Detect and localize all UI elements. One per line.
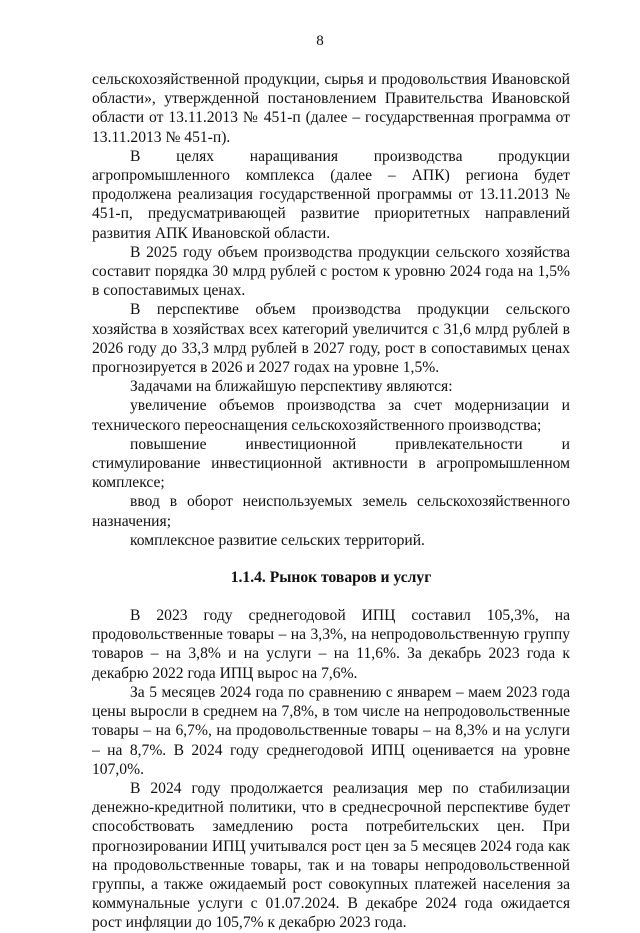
list-item: ввод в оборот неиспользуемых земель сельскохозяйственного назначения; — [92, 493, 570, 530]
paragraph: За 5 месяцев 2024 года по сравнению с январем – маем 2023 года цены выросли в среднем на 7,8%, в том числе на непродовольственные товары – на 6,7%, на продовольственные товары – на 8,3% и на услуги – на 8,7%. В 2024 году среднегодовой ИПЦ оценивается на уровне 107,0%. — [92, 683, 570, 778]
list-item: увеличение объемов производства за счет модернизации и технического переоснащения сельскохозяйственного производства; — [92, 397, 570, 434]
paragraph: Задачами на ближайшую перспективу являются: — [130, 378, 453, 396]
paragraph: В целях наращивания производства продукции агропромышленного комплекса (далее – АПК) региона будет продолжена реализация государственной программы от 13.11.2013 № 451-п, предусматривающей развитие приоритетных направлений развития АПК Ивановской области. — [92, 147, 570, 242]
paragraph: В 2025 году объем производства продукции сельского хозяйства составит порядка 30 млрд рублей с ростом к уровню 2024 года на 1,5% в сопоставимых ценах. — [92, 243, 570, 300]
paragraph: В перспективе объем производства продукции сельского хозяйства в хозяйствах всех категорий увеличится с 31,6 млрд рублей в 2026 году до 33,3 млрд рублей в 2027 году, рост в сопоставимых ценах прогнозируется в 2026 и 2027 годах на уровне 1,5%. — [92, 301, 570, 377]
paragraph: В 2024 году продолжается реализация мер по стабилизации денежно-кредитной политики, что в среднесрочной перспективе будет способствовать замедлению роста потребительских цен. При прогнозировании ИПЦ учитывался рост цен за 5 месяцев 2024 года как на продовольственные товары, так и на товары непродовольственной группы, а также ожидаемый рост совокупных платежей населения за коммунальные услуги с 01.07.2024. В декабре 2024 года ожидается рост инфляции до 105,7% к декабрю 2023 года. — [92, 779, 570, 932]
paragraph: В 2023 году среднегодовой ИПЦ составил 105,3%, на продовольственные товары – на 3,3%, на непродовольственную группу товаров – на 3,8% и на услуги – на 11,6%. За декабрь 2023 года к декабрю 2022 года ИПЦ вырос на 7,6%. — [92, 607, 570, 682]
list-item: комплексное развитие сельских территорий. — [130, 531, 425, 549]
paragraph: сельскохозяйственной продукции, сырья и продовольствия Ивановской области», утвержденной постановлением Правительства Ивановской области от 13.11.2013 № 451-п (далее – государственная программа от 13.11.2013 № 451-п). — [92, 71, 570, 146]
document-body — [92, 70, 570, 933]
section-heading: 1.1.4. Рынок товаров и услуг — [230, 569, 432, 587]
list-item: повышение инвестиционной привлекательности и стимулирование инвестиционной активности в агропромышленном комплексе; — [92, 435, 570, 492]
page-number: 8 — [316, 33, 324, 49]
